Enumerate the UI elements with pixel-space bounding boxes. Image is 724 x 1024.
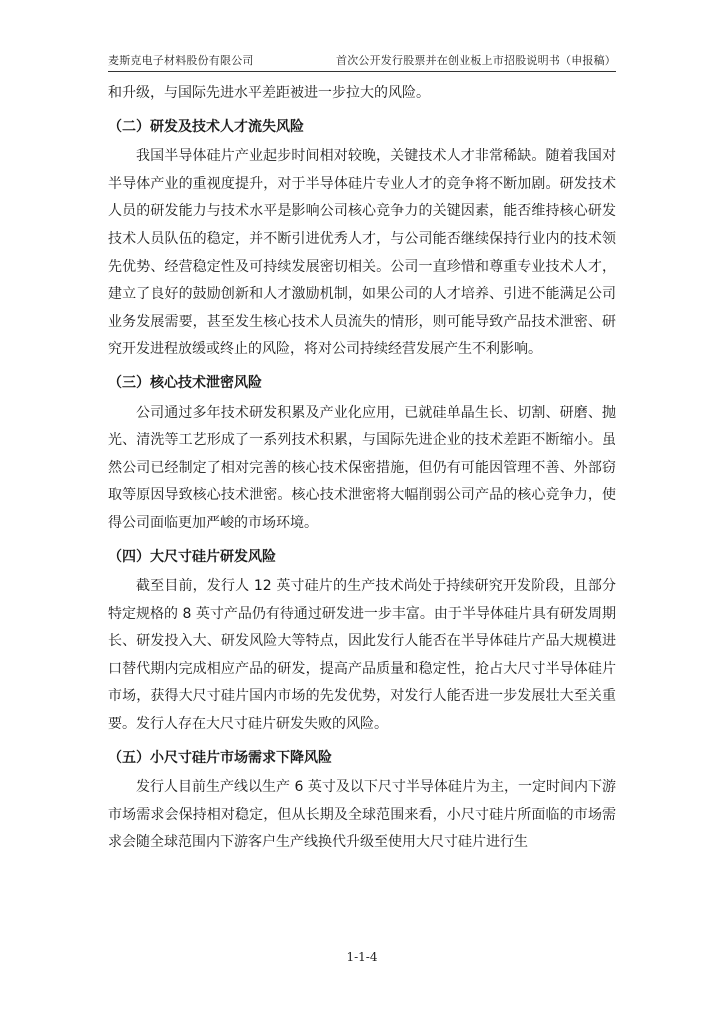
section-heading-small-wafer-demand: （五）小尺寸硅片市场需求下降风险 bbox=[108, 749, 332, 766]
continuation-paragraph: 和升级，与国际先进水平差距被进一步拉大的风险。 bbox=[108, 85, 430, 101]
section-heading-talent-loss: （二）研发及技术人才流失风险 bbox=[108, 118, 304, 135]
page-header bbox=[108, 48, 616, 72]
header-document-title: 首次公开发行股票并在创业板上市招股说明书（申报稿） bbox=[336, 54, 616, 67]
section-body-small-wafer-demand: 发行人目前生产线以生产 6 英寸及以下尺寸半导体硅片为主，一定时间内下游市场需求会保持相对稳定，但从长期及全球范围来看，小尺寸硅片所面临的市场需求会随全球范围内下游客户生产线换代升级至使用大尺寸硅片进行生 bbox=[108, 779, 616, 851]
section-body-tech-leak: 公司通过多年技术研发积累及产业化应用，已就硅单晶生长、切割、研磨、抛光、清洗等工艺形成了一系列技术积累，与国际先进企业的技术差距不断缩小。虽然公司已经制定了相对完善的核心技术保密措施，但仍有可能因管理不善、外部窃取等原因导致核心技术泄密。核心技术泄密将大幅削弱公司产品的核心竞争力，使得公司面临更加严峻的市场环境。 bbox=[108, 404, 616, 531]
document-body bbox=[108, 80, 616, 857]
section-body-large-wafer-rd: 截至目前，发行人 12 英寸硅片的生产技术尚处于持续研究开发阶段，且部分特定规格的 8 英寸产品仍有待通过研发进一步丰富。由于半导体硅片具有研发周期长、研发投入大、研发风险大等特点，因此发行人能否在半导体硅片产品大规模进口替代期内完成相应产品的研发，提高产品质量和稳定性，抢占大尺寸半导体硅片市场，获得大尺寸硅片国内市场的先发优势，对发行人能否进一步发展壮大至关重要。发行人存在大尺寸硅片研发失败的风险。 bbox=[108, 578, 616, 733]
section-heading-large-wafer-rd: （四）大尺寸硅片研发风险 bbox=[108, 548, 276, 565]
page-number: 1-1-4 bbox=[346, 950, 378, 964]
section-heading-tech-leak: （三）核心技术泄密风险 bbox=[108, 374, 262, 391]
header-company-name: 麦斯克电子材料股份有限公司 bbox=[108, 54, 254, 67]
section-body-talent-loss: 我国半导体硅片产业起步时间相对较晚，关键技术人才非常稀缺。随着我国对半导体产业的重视度提升，对于半导体硅片专业人才的竞争将不断加剧。研发技术人员的研发能力与技术水平是影响公司核心竞争力的关键因素，能否维持核心研发技术人员队伍的稳定，并不断引进优秀人才，与公司能否继续保持行业内的技术领先优势、经营稳定性及可持续发展密切相关。公司一直珍惜和尊重专业技术人才，建立了良好的鼓励创新和人才激励机制，如果公司的人才培养、引进不能满足公司业务发展需要，甚至发生核心技术人员流失的情形，则可能导致产品技术泄密、研究开发进程放缓或终止的风险，将对公司持续经营发展产生不利影响。 bbox=[108, 148, 616, 358]
